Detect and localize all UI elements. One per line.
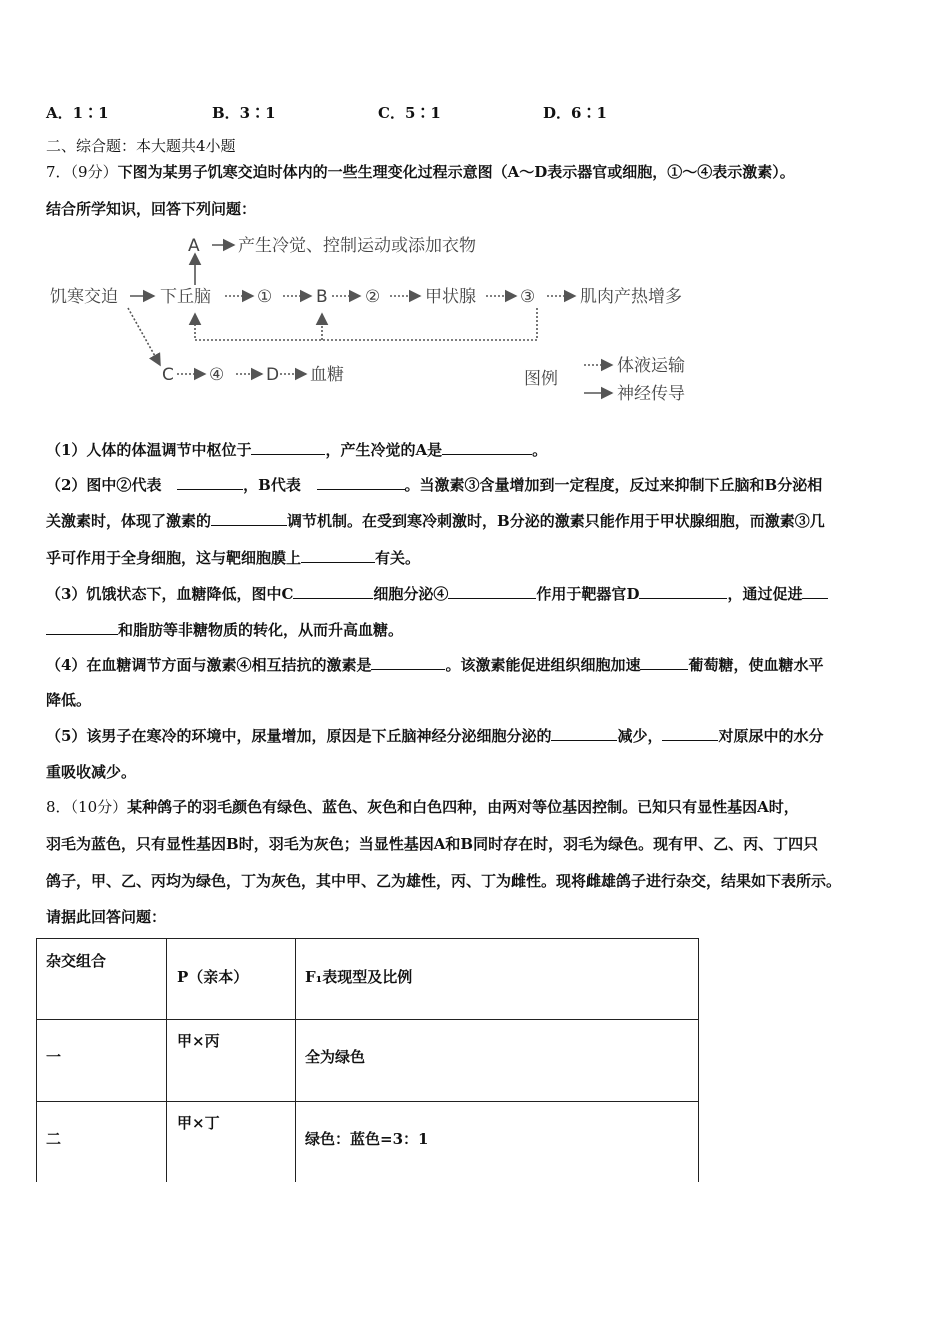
blank[interactable]: [46, 620, 118, 635]
q7-stem-line1: [46, 162, 795, 182]
q7-part3-line1: （3）饥饿状态下，血糖降低，图中C 细胞分泌④ 作用于靶器官D ，通过促进: [46, 584, 828, 604]
q8-line4: 请据此回答问题：: [46, 908, 167, 926]
blank[interactable]: [371, 655, 445, 670]
option-c: C．5∶1: [378, 104, 441, 122]
option-b: B．3∶1: [212, 104, 276, 122]
blank[interactable]: [639, 584, 727, 599]
diagram-legend-title: 图例: [524, 369, 558, 389]
blank[interactable]: [301, 548, 375, 563]
blank[interactable]: [293, 584, 373, 599]
section-heading: 二、综合题：本大题共4小题: [46, 137, 236, 155]
q8-line2: 羽毛为蓝色，只有显性基因B时，羽毛为灰色；当显性基因A和B同时存在时，羽毛为绿色。现有甲、乙、丙、丁四只: [46, 835, 819, 853]
diagram-thyroid: 甲状腺: [425, 287, 476, 307]
table-border: [36, 1101, 699, 1102]
table-cell-f1: 绿色：蓝色=3：1: [305, 1130, 429, 1148]
q8-number: 8．: [46, 798, 71, 816]
table-header-f1: F₁表现型及比例: [305, 968, 413, 986]
q7-part2-line2: 关激素时，体现了激素的 调节机制。在受到寒冷刺激时，B分泌的激素只能作用于甲状腺细胞，而激素③几: [46, 512, 825, 530]
diagram-legend-nerve: 神经传导: [617, 384, 685, 404]
table-cell-f1: 全为绿色: [305, 1048, 366, 1066]
table-cell-combo: 二: [46, 1130, 62, 1148]
diagram-node-a: A: [188, 236, 200, 256]
blank[interactable]: [662, 726, 718, 741]
diagram-node-d: D: [266, 365, 280, 385]
diagram-legend-fluid: 体液运输: [617, 356, 685, 376]
table-header-combo: 杂交组合: [46, 952, 107, 970]
q8-line1: 8．（10分）某种鸽子的羽毛颜色有绿色、蓝色、灰色和白色四种，由两对等位基因控制。已知只有显性基因A时，: [46, 798, 799, 816]
table-border: [36, 938, 699, 939]
diagram-node-b: B: [316, 287, 328, 307]
blank[interactable]: [640, 655, 688, 670]
q7-stem-line2: 结合所学知识，回答下列问题：: [46, 200, 257, 218]
q7-part3-line2: 和脂肪等非糖物质的转化，从而升高血糖。: [46, 620, 403, 640]
diagram-glucose: 血糖: [310, 365, 344, 385]
table-border: [36, 938, 37, 1182]
q8-line3: 鸽子，甲、乙、丙均为绿色，丁为灰色，其中甲、乙为雄性，丙、丁为雌性。现将雌雄鸽子进行杂交，结果如下表所示。: [46, 872, 842, 890]
table-border: [295, 938, 296, 1182]
q7-part4-line2: 降低。: [46, 691, 92, 709]
blank[interactable]: [251, 440, 325, 455]
blank[interactable]: [551, 726, 617, 741]
q7-score: （9分）: [70, 163, 118, 181]
q7-part4-line1: （4）在血糖调节方面与激素④相互拮抗的激素是 。该激素能促进组织细胞加速 葡萄糖，使血糖水平: [46, 656, 824, 674]
blank[interactable]: [177, 475, 243, 490]
table-border: [698, 938, 699, 1182]
option-a: A．1∶1: [46, 104, 109, 122]
table-border: [166, 938, 167, 1182]
q7-stem-a: 下图为某男子饥寒交迫时体内的一些生理变化过程示意图（A～D表示器官或细胞，①～④表示激素）。: [117, 163, 795, 181]
q7-part2-line1: （2）图中②代表 ，B代表 。当激素③含量增加到一定程度，反过来抑制下丘脑和B分泌相: [46, 476, 823, 494]
diagram-hormone-1: ①: [257, 287, 273, 307]
table-header-parents: P（亲本）: [177, 968, 249, 986]
q7-number: 7．: [46, 163, 71, 181]
table-cell-parents: 甲×丙: [177, 1032, 220, 1050]
diagram-hypothalamus: 下丘脑: [160, 287, 211, 307]
q7-part5-line1: （5）该男子在寒冷的环境中，尿量增加，原因是下丘脑神经分泌细胞分泌的 减少， 对原尿中的水分: [46, 727, 824, 745]
blank[interactable]: [442, 440, 532, 455]
blank[interactable]: [448, 584, 536, 599]
option-d: D．6∶1: [543, 104, 607, 122]
blank[interactable]: [211, 511, 287, 526]
table-border: [36, 1019, 699, 1020]
diagram-node-c: C: [162, 365, 174, 385]
cross-table: [36, 938, 699, 1182]
q7-part5-line2: 重吸收减少。: [46, 763, 137, 781]
q7-part1: （1）人体的体温调节中枢位于 ，产生冷觉的A是 。: [46, 441, 548, 459]
diagram-start: 饥寒交迫: [50, 287, 118, 307]
diagram-effect-a: 产生冷觉、控制运动或添加衣物: [238, 236, 476, 256]
blank[interactable]: [317, 475, 405, 490]
diagram-effect-3: 肌肉产热增多: [580, 287, 682, 307]
q8-score: （10分）: [70, 798, 128, 816]
q7-part2-line3: 乎可作用于全身细胞，这与靶细胞膜上 有关。: [46, 549, 421, 567]
diagram-hormone-2: ②: [365, 287, 381, 307]
physiology-diagram: [40, 230, 720, 415]
diagram-hormone-4: ④: [209, 365, 225, 385]
blank[interactable]: [802, 584, 828, 599]
table-cell-parents: 甲×丁: [177, 1114, 220, 1132]
table-cell-combo: 一: [46, 1048, 62, 1066]
diagram-hormone-3: ③: [520, 287, 536, 307]
